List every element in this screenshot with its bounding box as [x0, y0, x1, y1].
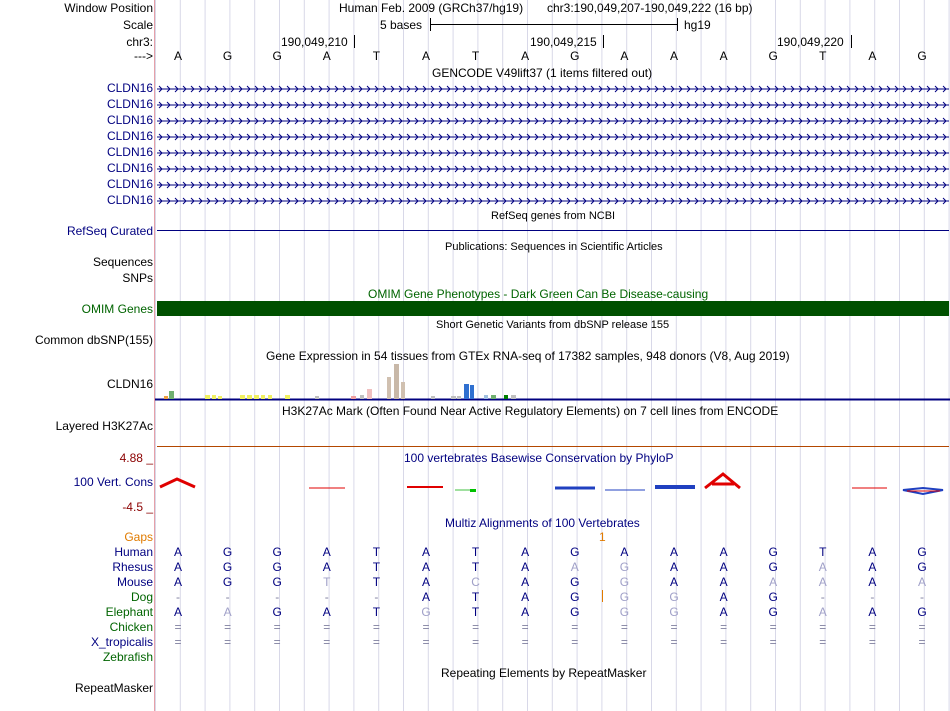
alignment-base: =: [521, 635, 529, 649]
alignment-base: A: [521, 605, 530, 619]
scale-bar-left: [430, 18, 431, 31]
base-letter: A: [173, 49, 182, 63]
scale-bar-right: [677, 18, 678, 31]
gap-mark: 1: [599, 530, 606, 544]
gencode-transcript[interactable]: [157, 181, 949, 189]
alignment-base: T: [372, 545, 381, 559]
gencode-gene-label[interactable]: CLDN16: [106, 113, 153, 127]
base-letter: T: [819, 49, 827, 63]
dbsnp-label[interactable]: Common dbSNP(155): [34, 333, 153, 347]
alignment-base: G: [917, 560, 927, 574]
alignment-base: -: [820, 590, 825, 604]
alignment-base: G: [768, 605, 778, 619]
gencode-transcript[interactable]: [157, 165, 949, 173]
h3k27ac-signal-line[interactable]: [157, 446, 949, 447]
alignment-base: G: [669, 605, 679, 619]
species-label[interactable]: Mouse: [116, 575, 153, 589]
alignment-base: A: [769, 575, 778, 589]
alignment-base: G: [272, 605, 282, 619]
assembly-title[interactable]: Human Feb. 2009 (GRCh37/hg19): [339, 1, 524, 15]
base-letter: T: [372, 49, 381, 63]
alignment-base: -: [870, 590, 875, 604]
refseq-label[interactable]: RefSeq Curated: [66, 224, 153, 238]
alignment-base: =: [224, 620, 232, 634]
alignment-base: G: [768, 545, 778, 559]
alignment-base: =: [521, 620, 529, 634]
alignment-base: =: [422, 620, 430, 634]
alignment-base: =: [868, 635, 876, 649]
strand-arrow-label: --->: [134, 49, 153, 63]
alignment-base: =: [720, 635, 728, 649]
alignment-base: A: [818, 560, 827, 574]
alignment-base: =: [769, 635, 777, 649]
alignment-base: =: [422, 635, 430, 649]
alignment-base: T: [471, 605, 480, 619]
alignment-base: G: [619, 560, 630, 574]
alignment-base: =: [670, 635, 678, 649]
gencode-gene-label[interactable]: CLDN16: [106, 161, 153, 175]
gencode-transcript[interactable]: [157, 117, 949, 125]
alignment-base: A: [421, 560, 430, 574]
gencode-gene-label[interactable]: CLDN16: [106, 129, 153, 143]
gencode-transcript[interactable]: [157, 101, 949, 109]
alignment-base: G: [570, 545, 580, 559]
alignment-base: T: [372, 605, 381, 619]
gtex-track-title[interactable]: Gene Expression in 54 tissues from GTEx RNA-seq of 17382 samples, 948 donors (V8, Aug 2019): [266, 349, 790, 363]
repeatmasker-label[interactable]: RepeatMasker: [74, 681, 153, 695]
alignment-base: -: [176, 590, 180, 604]
alignment-base: =: [868, 620, 876, 634]
alignment-base: A: [719, 605, 728, 619]
alignment-base: G: [570, 590, 580, 604]
alignment-base: =: [472, 620, 480, 634]
alignment-base: A: [868, 575, 877, 589]
ruler-tick: [603, 35, 604, 48]
alignment-base: A: [322, 560, 331, 574]
alignment-base: T: [471, 560, 480, 574]
base-letter: G: [570, 49, 580, 63]
alignment-base: A: [868, 545, 877, 559]
alignment-base: T: [323, 575, 331, 589]
alignment-base: A: [521, 545, 530, 559]
publications-track-title[interactable]: Publications: Sequences in Scientific Articles: [445, 241, 663, 253]
species-label[interactable]: Chicken: [109, 620, 153, 634]
repeatmasker-track-title[interactable]: Repeating Elements by RepeatMasker: [441, 666, 647, 680]
base-letter: G: [222, 49, 233, 63]
alignment-base: G: [768, 590, 778, 604]
alignment-base: A: [818, 575, 827, 589]
position-text[interactable]: chr3:190,049,207-190,049,222 (16 bp): [547, 1, 753, 15]
alignment-base: T: [819, 545, 827, 559]
alignment-base: A: [570, 560, 579, 574]
refseq-track-title[interactable]: RefSeq genes from NCBI: [491, 210, 616, 222]
alignment-base: A: [322, 545, 331, 559]
alignment-base: A: [173, 575, 182, 589]
gencode-track-title[interactable]: GENCODE V49lift37 (1 items filtered out): [432, 66, 653, 80]
alignment-base: =: [224, 635, 232, 649]
alignment-base: A: [521, 575, 530, 589]
h3k27ac-track-title[interactable]: H3K27Ac Mark (Often Found Near Active Regulatory Elements) on 7 cell lines from ENCODE: [282, 404, 779, 418]
alignment-base: -: [275, 590, 280, 604]
sequences-label[interactable]: Sequences: [92, 255, 153, 269]
alignment-base: =: [670, 620, 678, 634]
alignment-base: G: [570, 575, 580, 589]
alignment-base: =: [323, 635, 331, 649]
alignment-base: =: [174, 635, 182, 649]
species-label[interactable]: X_tropicalis: [90, 635, 153, 649]
dbsnp-track-title[interactable]: Short Genetic Variants from dbSNP release 155: [436, 319, 670, 331]
alignment-base: A: [719, 560, 728, 574]
alignment-base: A: [173, 545, 182, 559]
alignment-base: G: [222, 545, 233, 559]
alignment-base: =: [273, 635, 281, 649]
base-letter: G: [768, 49, 778, 63]
alignment-base: A: [421, 590, 430, 604]
alignment-base: =: [769, 620, 777, 634]
alignment-base: =: [372, 620, 380, 634]
alignment-base: T: [471, 590, 480, 604]
base-letter: A: [322, 49, 331, 63]
alignment-base: =: [918, 635, 926, 649]
base-letter: A: [521, 49, 530, 63]
chrom-label: chr3:: [126, 35, 153, 49]
alignment-base: A: [223, 605, 232, 619]
alignment-base: A: [421, 575, 430, 589]
snps-label[interactable]: SNPs: [122, 271, 153, 285]
alignment-base: G: [669, 590, 679, 604]
alignment-base: A: [322, 605, 331, 619]
alignment-base: A: [818, 605, 827, 619]
alignment-base: =: [571, 635, 579, 649]
alignment-base: A: [669, 575, 678, 589]
refseq-gene-line[interactable]: [157, 230, 949, 231]
phylop-graph[interactable]: [155, 470, 950, 500]
omim-label[interactable]: OMIM Genes: [81, 302, 153, 316]
gaps-label[interactable]: Gaps: [124, 530, 153, 544]
phylop-track-title[interactable]: 100 vertebrates Basewise Conservation by PhyloP: [404, 451, 674, 465]
alignment-base: A: [719, 575, 728, 589]
species-label[interactable]: Zebrafish: [102, 650, 153, 664]
alignment-base: A: [173, 560, 182, 574]
base-letter: T: [471, 49, 480, 63]
omim-gene-bar[interactable]: [157, 301, 949, 316]
alignment-base: T: [372, 575, 381, 589]
alignment-base: G: [619, 605, 630, 619]
alignment-base: =: [620, 620, 628, 634]
alignment-base: A: [521, 560, 530, 574]
alignment-base: A: [173, 605, 182, 619]
alignment-base: A: [719, 545, 728, 559]
alignment-base: A: [620, 545, 629, 559]
alignment-base: A: [719, 590, 728, 604]
alignment-base: G: [768, 560, 778, 574]
species-label[interactable]: Human: [114, 545, 153, 559]
alignment-base: G: [272, 560, 282, 574]
alignment-base: A: [669, 545, 678, 559]
gencode-transcript[interactable]: [157, 197, 949, 205]
alignment-base: T: [372, 560, 381, 574]
gencode-gene-label[interactable]: CLDN16: [106, 97, 153, 111]
ruler-tick-label: 190,049,210: [281, 35, 348, 49]
alignment-base: T: [471, 545, 480, 559]
scale-bar: [430, 24, 677, 25]
gtex-bar-chart[interactable]: [155, 360, 950, 402]
alignment-base: A: [521, 590, 530, 604]
ruler-tick: [354, 35, 355, 48]
alignment-base: =: [918, 620, 926, 634]
multiz-track-title[interactable]: Multiz Alignments of 100 Vertebrates: [445, 516, 640, 530]
gtex-label[interactable]: CLDN16: [106, 377, 153, 391]
alignment-base: -: [225, 590, 230, 604]
alignment-base: =: [571, 620, 579, 634]
alignment-base: G: [272, 575, 282, 589]
alignment-base: A: [917, 575, 926, 589]
alignment-base: =: [273, 620, 281, 634]
ruler-tick: [851, 35, 852, 48]
alignment-base: G: [917, 605, 927, 619]
base-letter: G: [917, 49, 927, 63]
alignment-base: G: [619, 590, 630, 604]
phylop-label[interactable]: 100 Vert. Cons: [73, 475, 153, 489]
gap-insertion-marker: [602, 590, 603, 602]
alignment-base: A: [868, 560, 877, 574]
window-position-label: Window Position: [64, 1, 153, 15]
alignment-base: =: [819, 635, 827, 649]
base-letter: A: [719, 49, 728, 63]
base-letter: A: [620, 49, 629, 63]
gencode-transcript[interactable]: [157, 149, 949, 157]
alignment-base: =: [372, 635, 380, 649]
gencode-transcript[interactable]: [157, 133, 949, 141]
alignment-base: -: [374, 590, 379, 604]
alignment-base: C: [471, 575, 480, 589]
species-label[interactable]: Dog: [130, 590, 153, 604]
gencode-gene-label[interactable]: CLDN16: [106, 177, 153, 191]
scale-label: Scale: [122, 18, 153, 32]
base-letter: A: [669, 49, 678, 63]
base-letter: A: [421, 49, 430, 63]
species-label[interactable]: Elephant: [105, 605, 153, 619]
alignment-base: A: [421, 545, 430, 559]
alignment-base: =: [620, 635, 628, 649]
base-letter: A: [868, 49, 877, 63]
db-label: hg19: [684, 18, 711, 32]
base-letter: G: [272, 49, 282, 63]
alignment-base: -: [324, 590, 329, 604]
alignment-base: G: [619, 575, 630, 589]
alignment-base: G: [421, 605, 431, 619]
scale-text: 5 bases: [380, 18, 423, 32]
ruler-tick-label: 190,049,215: [530, 35, 597, 49]
alignment-base: =: [819, 620, 827, 634]
alignment-base: =: [720, 620, 728, 634]
gencode-gene-label[interactable]: CLDN16: [106, 193, 153, 207]
species-label[interactable]: Rhesus: [112, 560, 153, 574]
alignment-base: =: [174, 620, 182, 634]
alignment-base: A: [669, 560, 678, 574]
h3k27ac-label[interactable]: Layered H3K27Ac: [55, 419, 153, 433]
alignment-base: G: [222, 575, 233, 589]
phylop-min: -4.5 _: [122, 500, 153, 514]
gencode-gene-label[interactable]: CLDN16: [106, 145, 153, 159]
ruler-tick-label: 190,049,220: [777, 35, 844, 49]
alignment-base: A: [868, 605, 877, 619]
gencode-transcript[interactable]: [157, 85, 949, 93]
alignment-base: G: [917, 545, 927, 559]
alignment-base: G: [272, 545, 282, 559]
phylop-max: 4.88 _: [119, 451, 153, 465]
alignment-base: G: [570, 605, 580, 619]
alignment-base: G: [222, 560, 233, 574]
omim-track-title[interactable]: OMIM Gene Phenotypes - Dark Green Can Be Disease-causing: [368, 287, 709, 301]
gencode-gene-label[interactable]: CLDN16: [106, 81, 153, 95]
alignment-base: =: [472, 635, 480, 649]
alignment-base: -: [920, 590, 924, 604]
alignment-base: =: [323, 620, 331, 634]
